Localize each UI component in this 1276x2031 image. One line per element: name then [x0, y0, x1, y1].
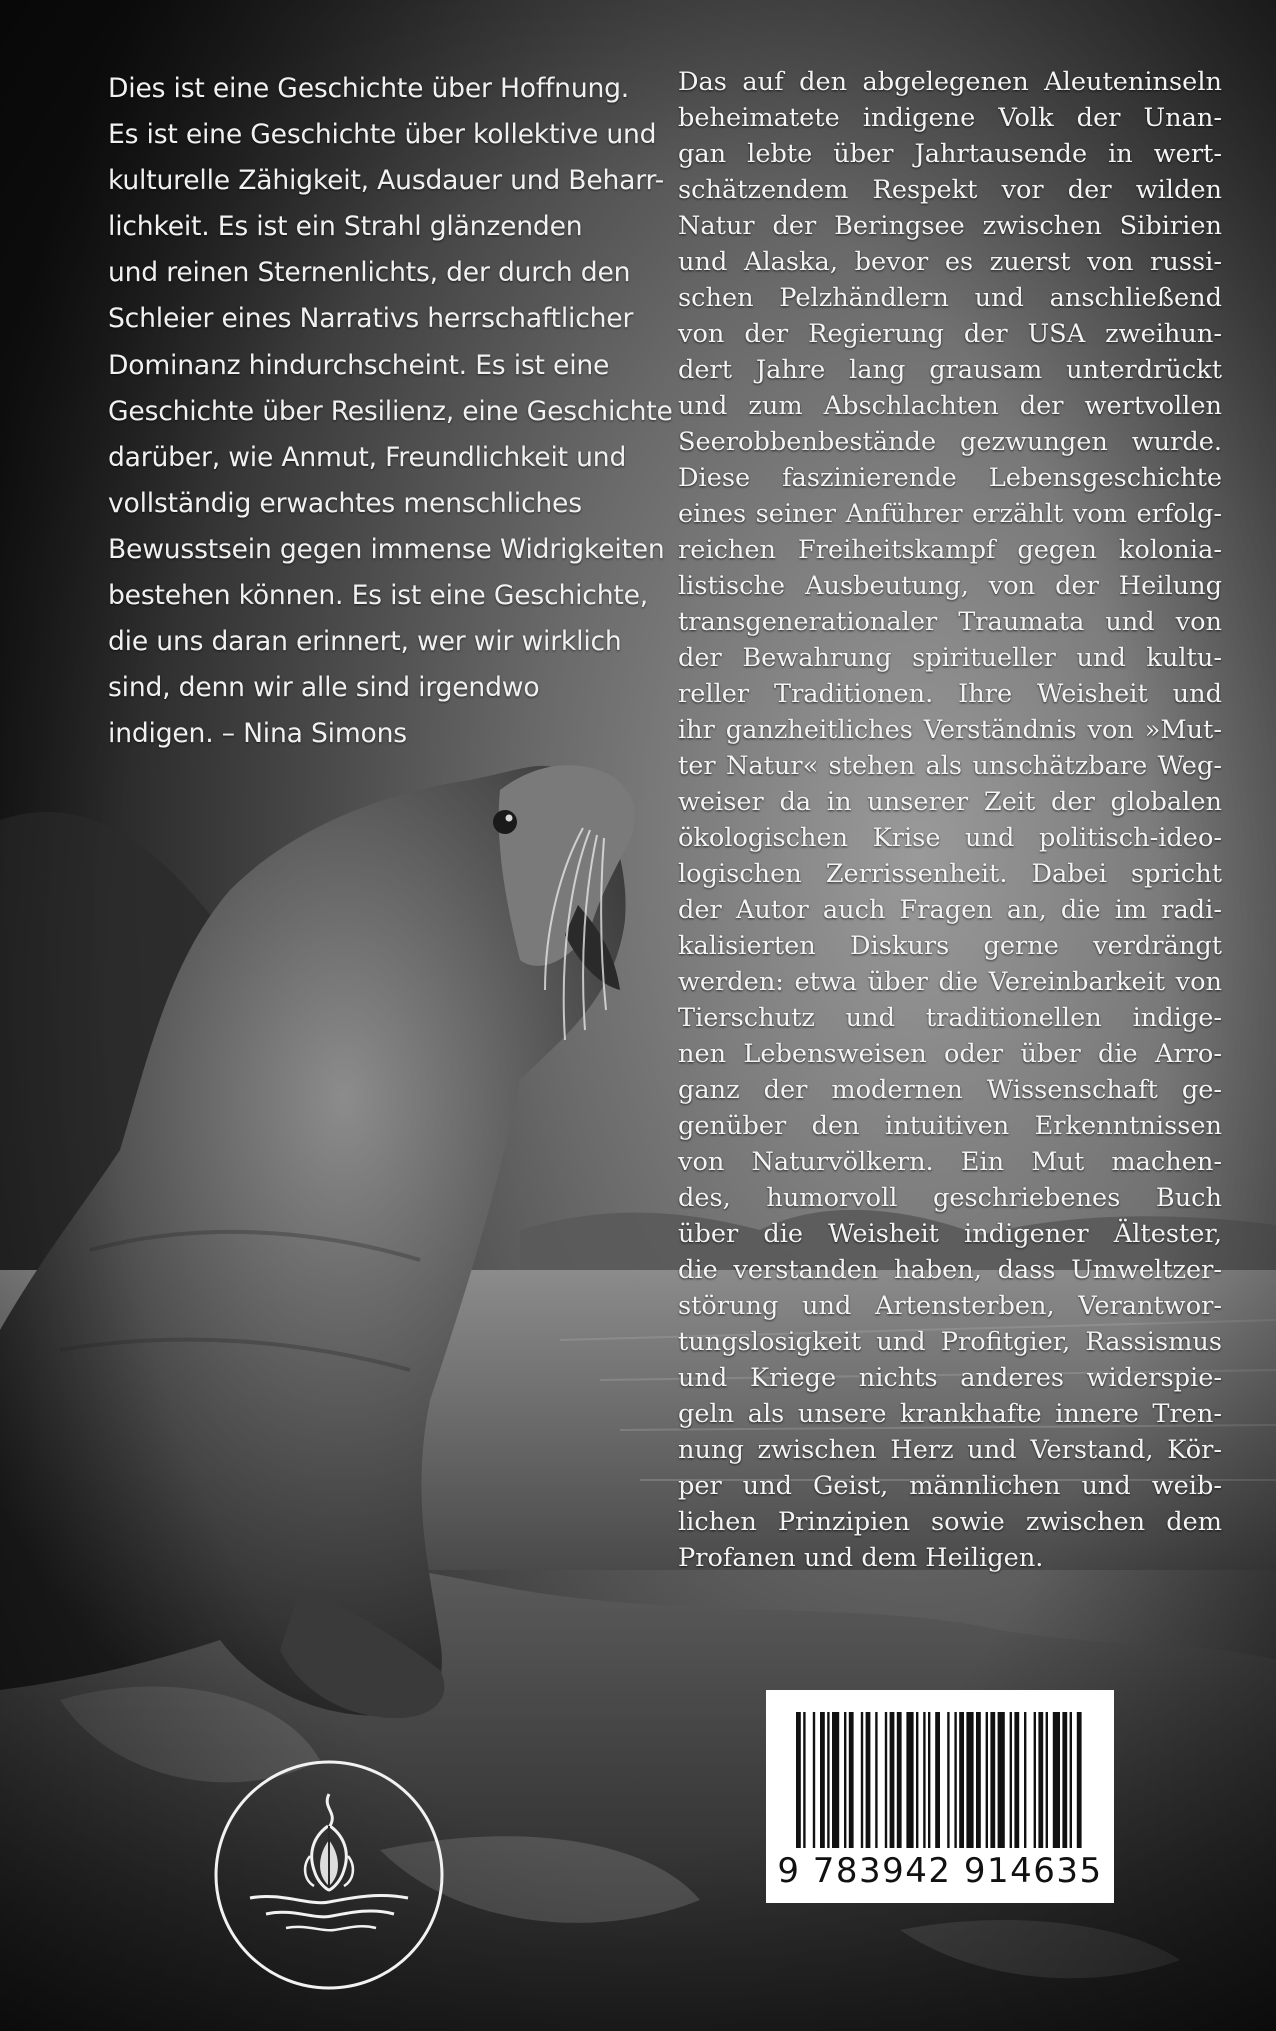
barcode-bar	[820, 1712, 825, 1848]
isbn-barcode	[766, 1690, 1114, 1903]
barcode-bar	[1046, 1712, 1048, 1848]
barcode-bar	[976, 1712, 981, 1848]
barcode-bar	[1024, 1712, 1026, 1848]
description-line: Tierschutz und traditionellen indige-	[678, 1003, 1222, 1033]
description-line: Seerobbenbestände gezwungen wurde.	[678, 427, 1222, 457]
description-line: lichen Prinzipien sowie zwischen dem	[678, 1507, 1222, 1537]
barcode-bar	[1053, 1712, 1060, 1848]
description-line: von der Regierung der USA zweihun-	[678, 319, 1222, 349]
barcode-bar	[954, 1712, 956, 1848]
quote-line: lichkeit. Es ist ein Strahl glänzenden	[108, 211, 583, 243]
description-line: ihr ganzheitliches Verständnis von »Mut-	[678, 715, 1222, 745]
description-line: tungslosigkeit und Profitgier, Rassismus	[678, 1327, 1222, 1357]
endorsement-quote	[108, 66, 673, 757]
barcode-bar	[998, 1712, 1005, 1848]
description-line: Natur der Beringsee zwischen Sibirien	[678, 211, 1222, 241]
quote-line: und reinen Sternenlichts, der durch den	[108, 257, 631, 289]
description-line: listische Ausbeutung, von der Heilung	[678, 571, 1222, 601]
quote-line: Es ist eine Geschichte über kollektive und	[108, 119, 657, 151]
quote-line: die uns daran erinnert, wer wir wirklich	[108, 626, 622, 658]
barcode-bar	[844, 1712, 846, 1848]
description-line: Diese faszinierende Lebensgeschichte	[678, 463, 1222, 493]
description-line: werden: etwa über die Vereinbarkeit von	[678, 967, 1222, 997]
description-line: eines seiner Anführer erzählt vom erfolg-	[678, 499, 1222, 529]
flame-over-water-emblem-icon	[210, 1756, 448, 1994]
description-line: beheimatete indigene Volk der Unan-	[678, 103, 1222, 133]
quote-line: Dies ist eine Geschichte über Hoffnung.	[108, 73, 630, 104]
description-line: störung und Artensterben, Verantwor-	[678, 1291, 1222, 1321]
description-line: dert Jahre lang grausam unterdrückt	[678, 355, 1222, 385]
description-line: die verstanden haben, dass Umweltzer-	[678, 1255, 1222, 1285]
description-line: und zum Abschlachten der wertvollen	[678, 391, 1222, 421]
description-line: nung zwischen Herz und Verstand, Kör-	[678, 1435, 1222, 1465]
barcode-bar	[885, 1712, 887, 1848]
quote-line: darüber, wie Anmut, Freundlichkeit und	[108, 441, 627, 473]
description-line: gan lebte über Jahrtausende in wert-	[678, 139, 1222, 169]
description-line: schätzendem Respekt vor der wilden	[678, 175, 1222, 205]
description-line: ganz der modernen Wissenschaft ge-	[678, 1075, 1222, 1105]
description-line: und Alaska, bevor es zuerst von russi-	[678, 247, 1222, 277]
quote-line: Geschichte über Resilienz, eine Geschichte	[108, 395, 673, 427]
description-line: der Autor auch Fragen an, die im radi-	[678, 895, 1222, 925]
barcode-bar	[861, 1712, 863, 1848]
barcode-bar	[875, 1712, 877, 1848]
description-line: reichen Freiheitskampf gegen kolonia-	[678, 535, 1222, 565]
barcode-bar	[849, 1712, 854, 1848]
barcode-bar	[923, 1712, 925, 1848]
description-line: transgenerationaler Traumata und von	[678, 607, 1222, 637]
barcode-bar	[1010, 1712, 1012, 1848]
description-line: über die Weisheit indigener Ältester,	[678, 1219, 1222, 1249]
description-line: von Naturvölkern. Ein Mut machen-	[678, 1147, 1222, 1177]
description-line: weiser da in unserer Zeit der globalen	[678, 787, 1222, 817]
description-line: genüber den intuitiven Erkenntnissen	[678, 1111, 1222, 1141]
description-line: per und Geist, männlichen und weib-	[678, 1471, 1222, 1501]
barcode-bar	[1014, 1712, 1019, 1848]
description-line: Das auf den abgelegenen Aleuteninseln	[678, 67, 1222, 97]
barcode-bar	[827, 1712, 829, 1848]
barcode-bar	[890, 1712, 895, 1848]
description-line: nen Lebensweisen oder über die Arro-	[678, 1039, 1222, 1069]
barcode-bar	[803, 1712, 805, 1848]
isbn-number: 9 783942 914635	[777, 1851, 1103, 1891]
barcode-bar	[947, 1712, 949, 1848]
barcode-bar	[866, 1712, 871, 1848]
description-line: geln als unsere krankhafte innere Tren-	[678, 1399, 1222, 1429]
quote-line: kulturelle Zähigkeit, Ausdauer und Beharr-	[108, 165, 664, 197]
barcode-bar	[959, 1712, 964, 1848]
barcode-bar	[1038, 1712, 1043, 1848]
barcode-bar	[986, 1712, 988, 1848]
barcode-bar	[796, 1712, 801, 1848]
barcode-bar	[897, 1712, 902, 1848]
quote-line: Bewusstsein gegen immense Widrigkeiten	[108, 533, 665, 565]
description-line: logischen Zerrissenheit. Dabei spricht	[678, 859, 1222, 889]
description-line: Profanen und dem Heiligen.	[678, 1543, 1044, 1573]
description-line: reller Traditionen. Ihre Weisheit und	[678, 679, 1222, 709]
barcode-bar	[1062, 1712, 1067, 1848]
barcode-bar	[916, 1712, 918, 1848]
quote-line: sind, denn wir alle sind irgendwo	[108, 672, 540, 704]
barcode-bar	[966, 1712, 973, 1848]
quote-line: Schleier eines Narrativs herrschaftlicher	[108, 303, 634, 335]
description-line: ter Natur« stehen als unschätzbare Weg-	[678, 751, 1222, 781]
barcode-bar	[990, 1712, 995, 1848]
barcode-bar	[935, 1712, 940, 1848]
description-line: der Bewahrung spiritueller und kultu-	[678, 643, 1222, 673]
quote-attribution-line: indigen. – Nina Simons	[108, 718, 407, 750]
description-line: schen Pelzhändlern und anschließend	[678, 283, 1222, 313]
description-line: ökologischen Krise und politisch-ideo-	[678, 823, 1222, 853]
quote-line: bestehen können. Es ist eine Geschichte,	[108, 580, 649, 612]
barcode-bar	[813, 1712, 815, 1848]
description-line: und Kriege nichts anderes widerspie-	[678, 1363, 1222, 1393]
description-line: des, humorvoll geschriebenes Buch	[678, 1183, 1222, 1213]
barcode-bar	[906, 1712, 913, 1848]
description-line: kalisierten Diskurs gerne verdrängt	[678, 931, 1222, 961]
book-description	[678, 64, 1222, 1576]
barcode-bar	[1070, 1712, 1072, 1848]
barcode-bar	[1077, 1712, 1082, 1848]
quote-line: vollständig erwachtes menschliches	[108, 487, 582, 519]
barcode-bar	[928, 1712, 930, 1848]
barcode-bars	[796, 1712, 1084, 1848]
barcode-bar	[1034, 1712, 1036, 1848]
quote-line: Dominanz hindurchscheint. Es ist eine	[108, 349, 610, 381]
barcode-bar	[832, 1712, 839, 1848]
